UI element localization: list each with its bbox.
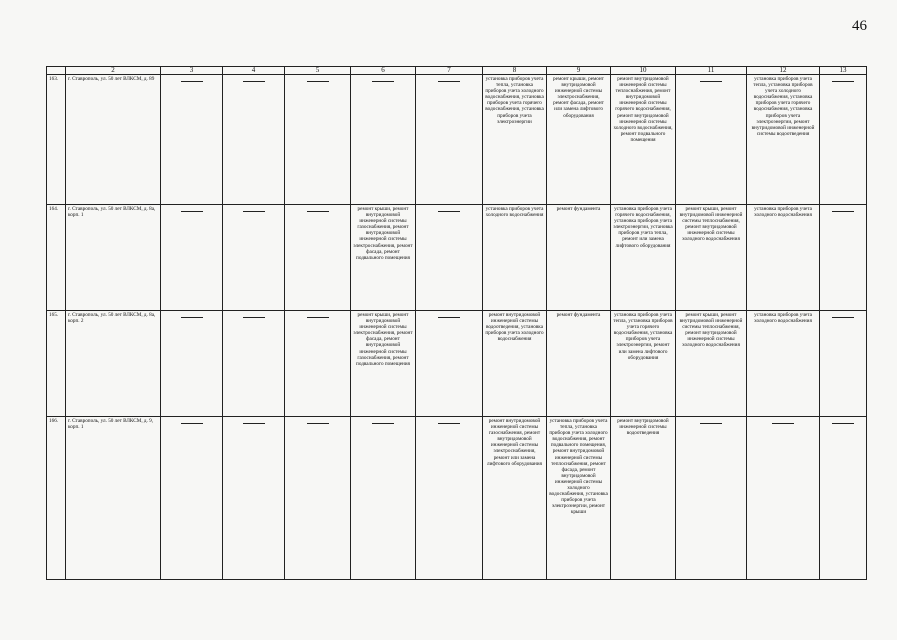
empty-cell — [416, 75, 483, 205]
col-header: 13 — [820, 67, 867, 75]
dash-mark — [243, 81, 265, 82]
dash-mark — [832, 317, 854, 318]
dash-mark — [181, 81, 203, 82]
empty-cell — [285, 205, 351, 311]
empty-cell — [161, 417, 223, 580]
empty-cell — [161, 205, 223, 311]
row-number: 165. — [47, 311, 66, 417]
work-cell: установка приборов учета холодного водоснабжения — [483, 205, 547, 311]
dash-mark — [832, 81, 854, 82]
dash-mark — [243, 211, 265, 212]
work-cell: установка приборов учета холодного водоснабжения — [747, 205, 820, 311]
row-number: 164. — [47, 205, 66, 311]
work-cell: установка приборов учета тепла, установка приборов учета холодного водоснабжения, ремонт подвального помещения, ремонт внутридомовой инженерной системы теплоснабжения, ремонт фасада, ремонт внутридомовой инженерной системы холодного водоснабжения, установка приборов учета электроэнергии, ремонт крыши — [547, 417, 611, 580]
col-header — [47, 67, 66, 75]
dash-mark — [243, 423, 265, 424]
work-cell: ремонт фундамента — [547, 205, 611, 311]
dash-mark — [372, 81, 394, 82]
empty-cell — [161, 311, 223, 417]
work-cell: ремонт крыши, ремонт внутридомовой инженерной системы электроснабжения, ремонт фасада, ремонт внутридомовой инженерной системы газоснабжения, ремонт подвального помещения — [351, 311, 416, 417]
work-cell: ремонт внутридомовой инженерной системы водоотведения, установка приборов учета холодного водоснабжения — [483, 311, 547, 417]
dash-mark — [832, 211, 854, 212]
work-cell: ремонт фундамента — [547, 311, 611, 417]
work-cell: ремонт крыши, ремонт внутридомовой инженерной системы электроснабжения, ремонт фасада, ремонт или замена лифтового оборудования — [547, 75, 611, 205]
address-cell: г. Ставрополь, ул. 50 лет ВЛКСМ, д. 8а, корп. 1 — [66, 205, 161, 311]
empty-cell — [223, 75, 285, 205]
table-row — [47, 417, 867, 580]
col-header: 9 — [547, 67, 611, 75]
empty-cell — [820, 417, 867, 580]
empty-cell — [820, 311, 867, 417]
col-header: 8 — [483, 67, 547, 75]
dash-mark — [181, 317, 203, 318]
dash-mark — [181, 423, 203, 424]
work-cell: установка приборов учета тепла, установка приборов учета холодного водоснабжения, установка приборов учета горячего водоснабжения, установка приборов учета электроэнергии, ремонт внутридомовой инженерной системы водоотведения — [747, 75, 820, 205]
col-header: 6 — [351, 67, 416, 75]
dash-mark — [243, 317, 265, 318]
work-cell: ремонт внутридомовой инженерной системы теплоснабжения, ремонт внутридомовой инженерной системы горячего водоснабжения, ремонт внутридомовой инженерной системы холодного водоснабжения, ремонт подвального помещения — [611, 75, 676, 205]
empty-cell — [223, 311, 285, 417]
col-header: 5 — [285, 67, 351, 75]
empty-cell — [285, 417, 351, 580]
work-cell: установка приборов учета холодного водоснабжения — [747, 311, 820, 417]
dash-mark — [307, 317, 329, 318]
dash-mark — [438, 211, 460, 212]
empty-cell — [161, 75, 223, 205]
empty-cell — [820, 75, 867, 205]
empty-cell — [676, 417, 747, 580]
table-row — [47, 311, 867, 417]
dash-mark — [307, 423, 329, 424]
empty-cell — [416, 311, 483, 417]
work-cell: ремонт крыши, ремонт внутридомовой инженерной системы газоснабжения, ремонт внутридомовой инженерной системы электроснабжения, ремонт фасада, ремонт подвального помещения — [351, 205, 416, 311]
dash-mark — [700, 81, 722, 82]
work-cell: ремонт внутридомовой инженерной системы газоснабжения, ремонт внутридомовой инженерной системы электроснабжения, ремонт или замена лифтового оборудования — [483, 417, 547, 580]
dash-mark — [181, 211, 203, 212]
col-header: 4 — [223, 67, 285, 75]
col-header: 7 — [416, 67, 483, 75]
dash-mark — [438, 423, 460, 424]
work-cell: установка приборов учета тепла, установка приборов учета холодного водоснабжения, установка приборов учета горячего водоснабжения, установка приборов учета электроэнергии — [483, 75, 547, 205]
work-cell: ремонт крыши, ремонт внутридомовой инженерной системы теплоснабжения, ремонт внутридомовой инженерной системы холодного водоснабжения — [676, 205, 747, 311]
address-cell: г. Ставрополь, ул. 50 лет ВЛКСМ, д. 89 — [66, 75, 161, 205]
table-row — [47, 75, 867, 205]
dash-mark — [700, 423, 722, 424]
page-number: 46 — [852, 18, 867, 34]
empty-cell — [676, 75, 747, 205]
address-cell: г. Ставрополь, ул. 50 лет ВЛКСМ, д. 9, корп. 1 — [66, 417, 161, 580]
work-cell: ремонт внутридомовой инженерной системы водоотведения — [611, 417, 676, 580]
col-header: 12 — [747, 67, 820, 75]
repair-schedule-table — [46, 66, 867, 580]
empty-cell — [223, 205, 285, 311]
empty-cell — [351, 417, 416, 580]
col-header: 2 — [66, 67, 161, 75]
address-cell: г. Ставрополь, ул. 50 лет ВЛКСМ, д. 8а, корп. 2 — [66, 311, 161, 417]
header-row — [47, 67, 867, 75]
empty-cell — [820, 205, 867, 311]
work-cell: установка приборов учета тепла, установка приборов учета горячего водоснабжения, установка приборов учета электроэнергии, ремонт или замена лифтового оборудования — [611, 311, 676, 417]
dash-mark — [307, 211, 329, 212]
row-number: 163. — [47, 75, 66, 205]
dash-mark — [307, 81, 329, 82]
dash-mark — [832, 423, 854, 424]
dash-mark — [438, 81, 460, 82]
work-cell: ремонт крыши, ремонт внутридомовой инженерной системы теплоснабжения, ремонт внутридомовой инженерной системы холодного водоснабжения — [676, 311, 747, 417]
empty-cell — [223, 417, 285, 580]
empty-cell — [285, 75, 351, 205]
col-header: 10 — [611, 67, 676, 75]
empty-cell — [747, 417, 820, 580]
dash-mark — [772, 423, 794, 424]
empty-cell — [416, 417, 483, 580]
col-header: 11 — [676, 67, 747, 75]
work-cell: установка приборов учета горячего водоснабжения, установка приборов учета электроэнергии, установка приборов учета тепла, ремонт или замена лифтового оборудования — [611, 205, 676, 311]
table-row — [47, 205, 867, 311]
empty-cell — [285, 311, 351, 417]
dash-mark — [372, 423, 394, 424]
dash-mark — [438, 317, 460, 318]
empty-cell — [416, 205, 483, 311]
row-number: 166. — [47, 417, 66, 580]
empty-cell — [351, 75, 416, 205]
col-header: 3 — [161, 67, 223, 75]
